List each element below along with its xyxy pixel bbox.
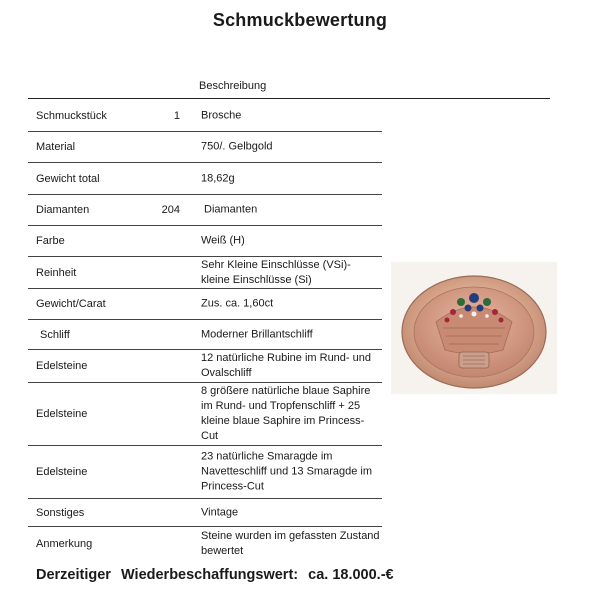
row-value: Diamanten xyxy=(204,203,258,216)
table-row-edelsteine-rubine xyxy=(28,350,382,383)
column-header-beschreibung: Beschreibung xyxy=(199,80,267,92)
row-label: Schliff xyxy=(40,328,70,341)
table-row-edelsteine-saphire xyxy=(28,383,382,446)
table-row-diamanten xyxy=(28,195,382,226)
replacement-value-line xyxy=(36,567,400,583)
row-label: Schmuckstück xyxy=(36,110,107,122)
row-value: Vintage xyxy=(201,506,239,518)
row-label: Anmerkung xyxy=(36,537,93,550)
row-value: Steine wurden im gefassten Zustand bewertet xyxy=(201,529,380,557)
row-value: 23 natürliche Smaragde im Navetteschliff und 13 Smaragde im Princess-Cut xyxy=(201,450,372,493)
table-row-farbe xyxy=(28,226,382,257)
row-label: Edelsteine xyxy=(36,360,88,372)
header-rule xyxy=(28,98,550,99)
row-value: Moderner Brillantschliff xyxy=(201,328,313,340)
row-value: Sehr Kleine Einschlüsse (VSi)- kleine Einschlüsse (Si) xyxy=(201,258,351,286)
table-row-schliff xyxy=(28,320,382,350)
row-label: Gewicht total xyxy=(36,172,100,185)
table-row-anmerkung xyxy=(28,527,382,560)
row-value: Weiß (H) xyxy=(201,234,245,247)
document-title: Schmuckbewertung xyxy=(212,10,388,30)
table-row-edelsteine-smaragde xyxy=(28,446,382,499)
replacement-amount: ca. 18.000.-€ xyxy=(308,567,394,583)
table-row-reinheit xyxy=(28,257,382,289)
row-value: 12 natürliche Rubine im Rund- und Ovalschliff xyxy=(201,352,371,379)
table-row-sonstiges xyxy=(28,499,382,527)
table-row-schmuckstueck xyxy=(28,101,382,132)
row-count: 204 xyxy=(161,204,180,216)
brooch-illustration xyxy=(391,262,557,394)
row-label: Reinheit xyxy=(36,266,77,279)
row-label: Diamanten xyxy=(36,204,90,216)
table-row-gewicht-total xyxy=(28,163,382,195)
row-label: Material xyxy=(36,141,76,153)
row-label: Edelsteine xyxy=(36,408,88,420)
brooch-photo xyxy=(391,262,557,394)
row-count: 1 xyxy=(173,110,180,122)
row-value: Zus. ca. 1,60ct xyxy=(201,297,274,310)
table-row-gewicht-carat xyxy=(28,289,382,320)
row-value: 8 größere natürliche blaue Saphire im Rund- und Tropfenschliff + 25 kleine blaue Saphire im Princess-Cut xyxy=(201,385,371,442)
replacement-label-1: Derzeitiger xyxy=(36,567,111,583)
table-row-material xyxy=(28,132,382,163)
row-value: 18,62g xyxy=(201,172,235,184)
row-value: Brosche xyxy=(201,109,242,122)
row-label: Gewicht/Carat xyxy=(36,298,106,310)
row-label: Farbe xyxy=(36,235,65,247)
row-value: 750/. Gelbgold xyxy=(201,140,273,153)
row-label: Edelsteine xyxy=(36,466,88,478)
row-label: Sonstiges xyxy=(36,506,85,519)
replacement-label-2: Wiederbeschaffungswert: xyxy=(120,567,299,583)
